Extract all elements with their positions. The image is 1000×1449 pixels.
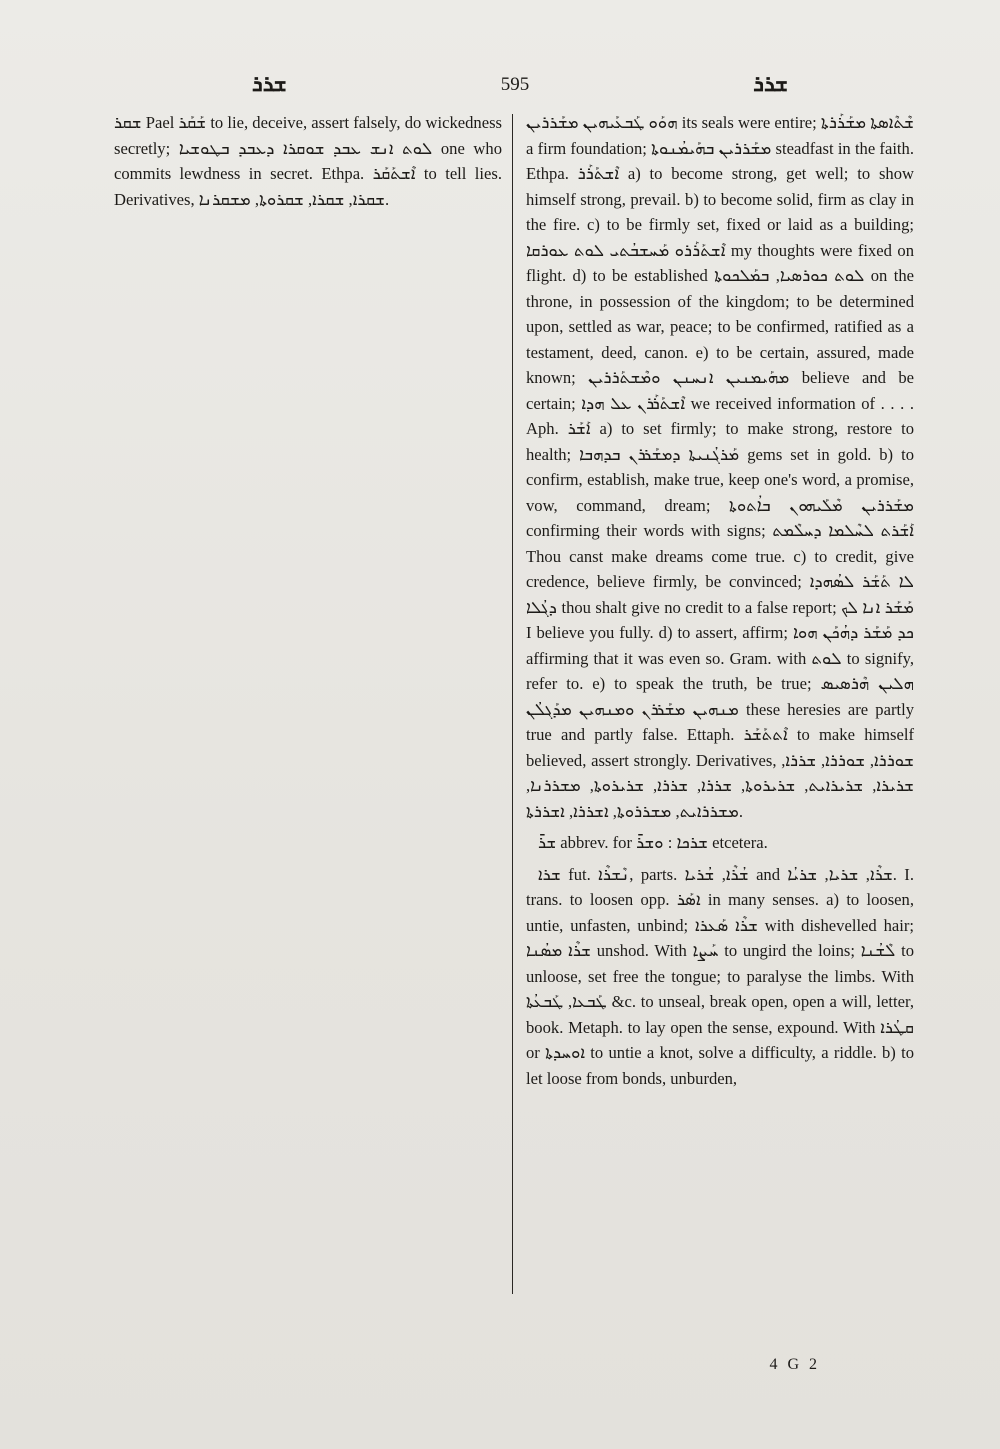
running-headword-left: ܫܪܪ	[252, 72, 287, 97]
right-column	[526, 110, 914, 1097]
entry-left-1: ܫܩܪ Pael ܫܰܩܰܪ to lie, deceive, assert falsely, do wickedness secretly; ܠܘܬ ܐܢܫ ܥܒܕ ܫܘܩܪܐ ܕܥܒܕ ܒܛܘܫܝܐ one who commits lewdness in secret. Ethpa. ܐܶܫܬܰܩܰܪ to tell lies. Derivatives, ܫܩܪܐ, ܫܩܪܐ, ܫܩܪܘܬܐ, ܡܫܩܪܢܐ.	[114, 113, 502, 209]
running-headword-right: ܫܪܪ	[753, 72, 788, 97]
entry-right-3: ܫܪܐ fut. ܢܶܫܪܶܐ, parts. ܫܳܪܶܐ, ܫܳܪܝܐ and ܫܪܶܐ, ܫܪܝܐ, ܫܪܝܳܐ. I. trans. to loosen opp. ܐܣܰܪ in many senses. a) to loosen, untie, unfasten, unbind; ܫܪܶܐ ܣܰܥܪܐ with dishevelled hair; ܫܪܶܐ ܡܣܳܢܐ unshod. With ܚܰܨܐ to ungird the loins; ܠܶܫܳܢܐ to unloose, set free the tongue; to paralyse the limbs. With ܛܰܒܥܐ, ܛܰܒܥܳܬܐ &c. to unseal, break open, open a will, letter, book. Metaph. to lay open the sense, expound. With ܩܛܳܪܐ or ܐܘܚܕܬܐ to untie a knot, solve a difficulty, a riddle. b) to let loose from bonds, unburden,	[526, 864, 914, 1088]
entry-right-2: ܫܪ̄ abbrev. for ܫܪܟܐ : ܘܫܪ̄ etcetera.	[538, 833, 768, 852]
column-divider	[512, 114, 513, 1294]
page-header	[112, 66, 918, 106]
page-number: 595	[500, 74, 530, 95]
signature-mark: 4 G 2	[769, 1356, 820, 1373]
entry-right-1: ܗܘܰܘ ܛܰܒܥܰܝܗܝܢ ܡܫܰܪܪܝܢ its seals were entire; ܫܶܬܶܐܣܬܐ ܡܫܰܪܰܪܬܐ a firm foundation; ܡܫܰܪܪܝܢ ܒܗܰܝܡܳܢܘܬܐ steadfast in the faith. Ethpa. ܐܶܫܬܰܪܰܪ a) to become strong, get well; to show himself strong, prevail. b) to become solid, firm as clay in the fire. c) to be firmly set, fixed or laid as a building; ܐܶܫܬܰܪܰܪܘ ܡܰܚܫܒܳܬܝ ܠܘܬ ܥܘܪܩܐ my thoughts were fixed on flight. d) to be established ܠܘܬ ܟܘܪܣܝܐ, ܒܡܰܠܟܘܬܐ on the throne, in possession of the kingdom; to be determined upon, settled as war, peace; to be confirmed, ratified as a testament, deed, canon. e) to be certain, assured, made known; ܡܗܰܝܡܢܝܢ ܐܢܚܢܢ ܘܡܶܫܬܰܪܪܝܢ believe and be certain; ܐܶܫܬܰܪܰܪܢ ܥܠ ܗܕܐ we received information of . . . . Aph. ܐܰܫܰܪ a) to set firmly; to make strong, restore to health; ܡܰܪܓܳܢܝܬܐ ܕܡܫܰܪܪܢ ܒܕܗܒܐ gems set in gold. b) to confirm, establish, make true, keep one's word, a promise, vow, command, dream; ܡܫܰܪܪܝܢ ܡܶܠܰܝܗܘܢ ܒܐܳܬܘܬܐ confirming their words with signs; ܐܰܫܰܪܬ ܠܚܶܠܡܐ ܕܚܠܶܡܬ Thou canst make dreams come true. c) to credit, give credence, believe firmly, be convinced; ܠܐ ܬܰܫܰܪ ܠܣܳܗܕܐ ܕܓܳܠܐ thou shalt give no credit to a false report; ܡܰܫܰܪ ܐܢܐ ܠܟ I believe you fully. d) to assert, affirm; ܟܕ ܡܰܫܰܪ ܕܗܳܟܰܢ ܗܘܐ affirming that it was even so. Gram. with ܠܘܬ to signify, refer to. e) to speak the truth, be true; ܗܠܝܢ ܗܶܪܣܝܣ ܡܢܗܝܢ ܡܫܰܪܪܢ ܘܡܢܗܝܢ ܡܕܰܓܠܳܢ these heresies are partly true and partly false. Ettaph. ܐܶܬܬܰܫܰܪ to make himself believed, assert strongly. Derivatives, ܫܘܪܪܐ, ܫܘܪܪܐ, ܫܪܪܐ, ܫܪܝܪܐ, ܫܪܝܪܐܝܬ, ܫܪܝܪܘܬܐ, ܫܪܪܐ, ܫܪܪܐ, ܫܪܝܪܘܬܐ, ܡܫܪܪܢܐ, ܡܫܪܪܐܝܬ, ܡܫܪܪܘܬܐ, ܐܫܪܪܐ, ܐܫܪܪܬܐ.	[526, 113, 915, 821]
left-column	[114, 110, 502, 218]
